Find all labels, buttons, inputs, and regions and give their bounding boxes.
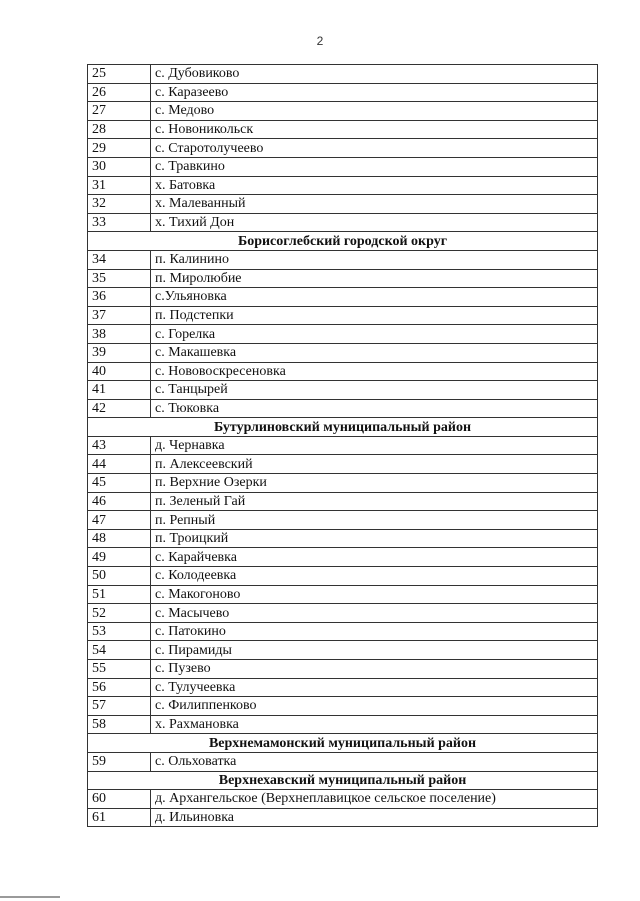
row-number: 44 [88,455,151,474]
row-number: 25 [88,65,151,84]
row-number: 34 [88,250,151,269]
settlement-name: д. Ильиновка [151,808,598,827]
table-row [88,157,598,176]
settlement-name: с. Макогоново [151,585,598,604]
table-row [88,790,598,809]
settlement-name: с. Колодеевка [151,567,598,586]
settlement-name: п. Репный [151,511,598,530]
row-number: 41 [88,381,151,400]
table-row [88,529,598,548]
row-number: 29 [88,139,151,158]
row-number: 48 [88,529,151,548]
settlement-name: с. Каразеево [151,83,598,102]
row-number: 32 [88,195,151,214]
row-number: 40 [88,362,151,381]
row-number: 59 [88,752,151,771]
settlement-name: с. Патокино [151,622,598,641]
table-row [88,474,598,493]
settlement-name: с. Макашевка [151,343,598,362]
settlement-name: с. Масычево [151,604,598,623]
row-number: 37 [88,306,151,325]
row-number: 50 [88,567,151,586]
row-number: 35 [88,269,151,288]
row-number: 54 [88,641,151,660]
settlement-name: с. Тулучеевка [151,678,598,697]
row-number: 55 [88,660,151,679]
table-row [88,65,598,84]
row-number: 58 [88,715,151,734]
row-number: 51 [88,585,151,604]
settlement-name: х. Тихий Дон [151,213,598,232]
settlement-name: п. Верхние Озерки [151,474,598,493]
settlement-name: с. Карайчевка [151,548,598,567]
table-row [88,343,598,362]
row-number: 26 [88,83,151,102]
row-number: 30 [88,157,151,176]
row-number: 28 [88,120,151,139]
table-row [88,660,598,679]
row-number: 43 [88,436,151,455]
settlement-name: х. Рахмановка [151,715,598,734]
page-number: 2 [316,34,324,48]
settlement-name: с. Филиппенково [151,697,598,716]
settlement-name: п. Миролюбие [151,269,598,288]
row-number: 42 [88,399,151,418]
table-row [88,641,598,660]
row-number: 38 [88,325,151,344]
row-number: 31 [88,176,151,195]
row-number: 57 [88,697,151,716]
table-row [88,622,598,641]
settlement-name: с. Танцырей [151,381,598,400]
row-number: 60 [88,790,151,809]
section-title: Верхнемамонский муниципальный район [88,734,598,753]
table-row [88,752,598,771]
table-row [88,548,598,567]
section-header-row [88,734,598,753]
settlement-name: с. Тюковка [151,399,598,418]
table-row [88,102,598,121]
settlement-name: с. Травкино [151,157,598,176]
settlement-name: п. Зеленый Гай [151,492,598,511]
table-row [88,492,598,511]
table-row [88,399,598,418]
settlement-name: п. Алексеевский [151,455,598,474]
table-row [88,139,598,158]
settlement-name: п. Калинино [151,250,598,269]
section-header-row [88,232,598,251]
table-row [88,288,598,307]
table-row [88,250,598,269]
table-row [88,567,598,586]
row-number: 46 [88,492,151,511]
table-row [88,455,598,474]
table-row [88,678,598,697]
row-number: 53 [88,622,151,641]
settlement-name: с. Нововоскресеновка [151,362,598,381]
row-number: 36 [88,288,151,307]
table-row [88,697,598,716]
table-row [88,83,598,102]
section-title: Борисоглебский городской округ [88,232,598,251]
table-row [88,362,598,381]
settlement-name: с. Старотолучеево [151,139,598,158]
settlement-name: п. Подстепки [151,306,598,325]
table-row [88,381,598,400]
section-title: Верхнехавский муниципальный район [88,771,598,790]
settlement-name: х. Батовка [151,176,598,195]
settlement-name: с.Ульяновка [151,288,598,307]
settlement-name: с. Медово [151,102,598,121]
settlement-name: с. Дубовиково [151,65,598,84]
row-number: 56 [88,678,151,697]
table-row [88,213,598,232]
page-edge-mark [0,896,60,898]
row-number: 27 [88,102,151,121]
settlement-name: с. Ольховатка [151,752,598,771]
settlement-name: х. Малеванный [151,195,598,214]
table-row [88,511,598,530]
settlement-name: п. Троицкий [151,529,598,548]
table-row [88,120,598,139]
table-row [88,269,598,288]
table-row [88,715,598,734]
settlement-name: д. Чернавка [151,436,598,455]
row-number: 52 [88,604,151,623]
row-number: 47 [88,511,151,530]
section-title: Бутурлиновский муниципальный район [88,418,598,437]
row-number: 49 [88,548,151,567]
section-header-row [88,418,598,437]
table-row [88,306,598,325]
table-row [88,195,598,214]
settlements-table [87,64,598,827]
row-number: 39 [88,343,151,362]
table-row [88,176,598,195]
settlement-name: с. Пузево [151,660,598,679]
row-number: 33 [88,213,151,232]
settlements-table-body [88,65,598,827]
row-number: 61 [88,808,151,827]
settlement-name: д. Архангельское (Верхнеплавицкое сельское поселение) [151,790,598,809]
table-row [88,325,598,344]
table-row [88,585,598,604]
table-row [88,436,598,455]
settlement-name: с. Новоникольск [151,120,598,139]
row-number: 45 [88,474,151,493]
settlement-name: с. Пирамиды [151,641,598,660]
section-header-row [88,771,598,790]
table-row [88,808,598,827]
table-row [88,604,598,623]
settlement-name: с. Горелка [151,325,598,344]
